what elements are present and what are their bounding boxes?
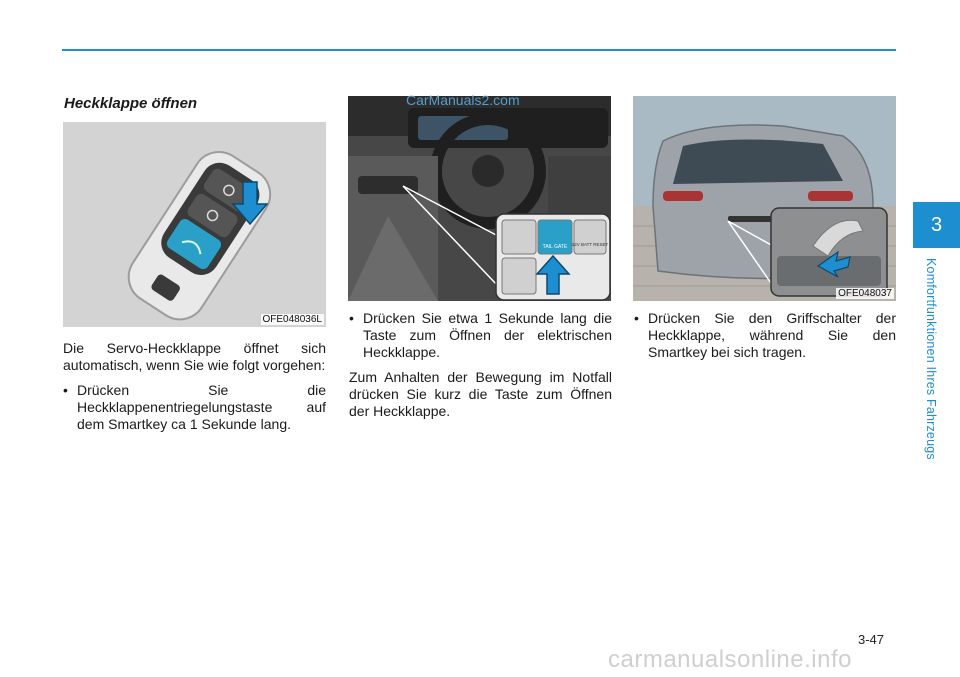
paragraph: Zum Anhalten der Bewegung im Notfall drücken Sie kurz die Taste zum Öffnen der Heckklappe. — [349, 369, 612, 419]
section-title: Heckklappe öffnen — [64, 95, 198, 112]
smartkey-illustration — [63, 122, 326, 327]
bullet-mark: • — [634, 310, 639, 326]
dashboard-illustration — [348, 96, 611, 301]
smartkey-figure — [63, 122, 326, 327]
battery-button-label: 12V BATT RESET — [571, 242, 609, 247]
list-item — [349, 310, 612, 361]
column-3 — [634, 310, 896, 369]
footer-watermark: carmanualsonline.info — [608, 646, 852, 673]
figure-code: OFE048036L — [262, 314, 322, 325]
bullet-mark: • — [63, 382, 68, 398]
bullet-mark: • — [349, 310, 354, 326]
list-item-text: Drücken Sie etwa 1 Sekunde lang die Taste zum Öffnen der elektrischen Heckklappe. — [363, 310, 612, 360]
chapter-label-text: Komfortfunktionen Ihres Fahrzeugs — [924, 258, 938, 460]
list-item — [63, 382, 326, 433]
chapter-tab: 3 — [913, 202, 960, 248]
watermark-top: CarManuals2.com — [406, 92, 520, 108]
list-item — [634, 310, 896, 361]
rear-figure — [633, 96, 896, 301]
chapter-side-label — [924, 258, 944, 498]
rear-illustration — [633, 96, 896, 301]
intro-paragraph: Die Servo-Heckklappe öffnet sich automatisch, wenn Sie wie folgt vorgehen: — [63, 340, 326, 373]
column-1 — [63, 340, 326, 441]
figure-code: OFE048037 — [838, 288, 892, 299]
header-rule — [62, 49, 896, 51]
tailgate-button-label: TAIL GATE — [542, 244, 568, 250]
column-2 — [349, 310, 612, 428]
list-item-text: Drücken Sie den Griffschalter der Heckklappe, während Sie den Smartkey bei sich tragen. — [648, 310, 896, 360]
list-item-text: Drücken Sie die Heckklappenentriegelungstaste auf dem Smartkey ca 1 Sekunde lang. — [77, 382, 326, 432]
dashboard-figure — [348, 96, 611, 301]
page-number: 3-47 — [858, 632, 885, 647]
